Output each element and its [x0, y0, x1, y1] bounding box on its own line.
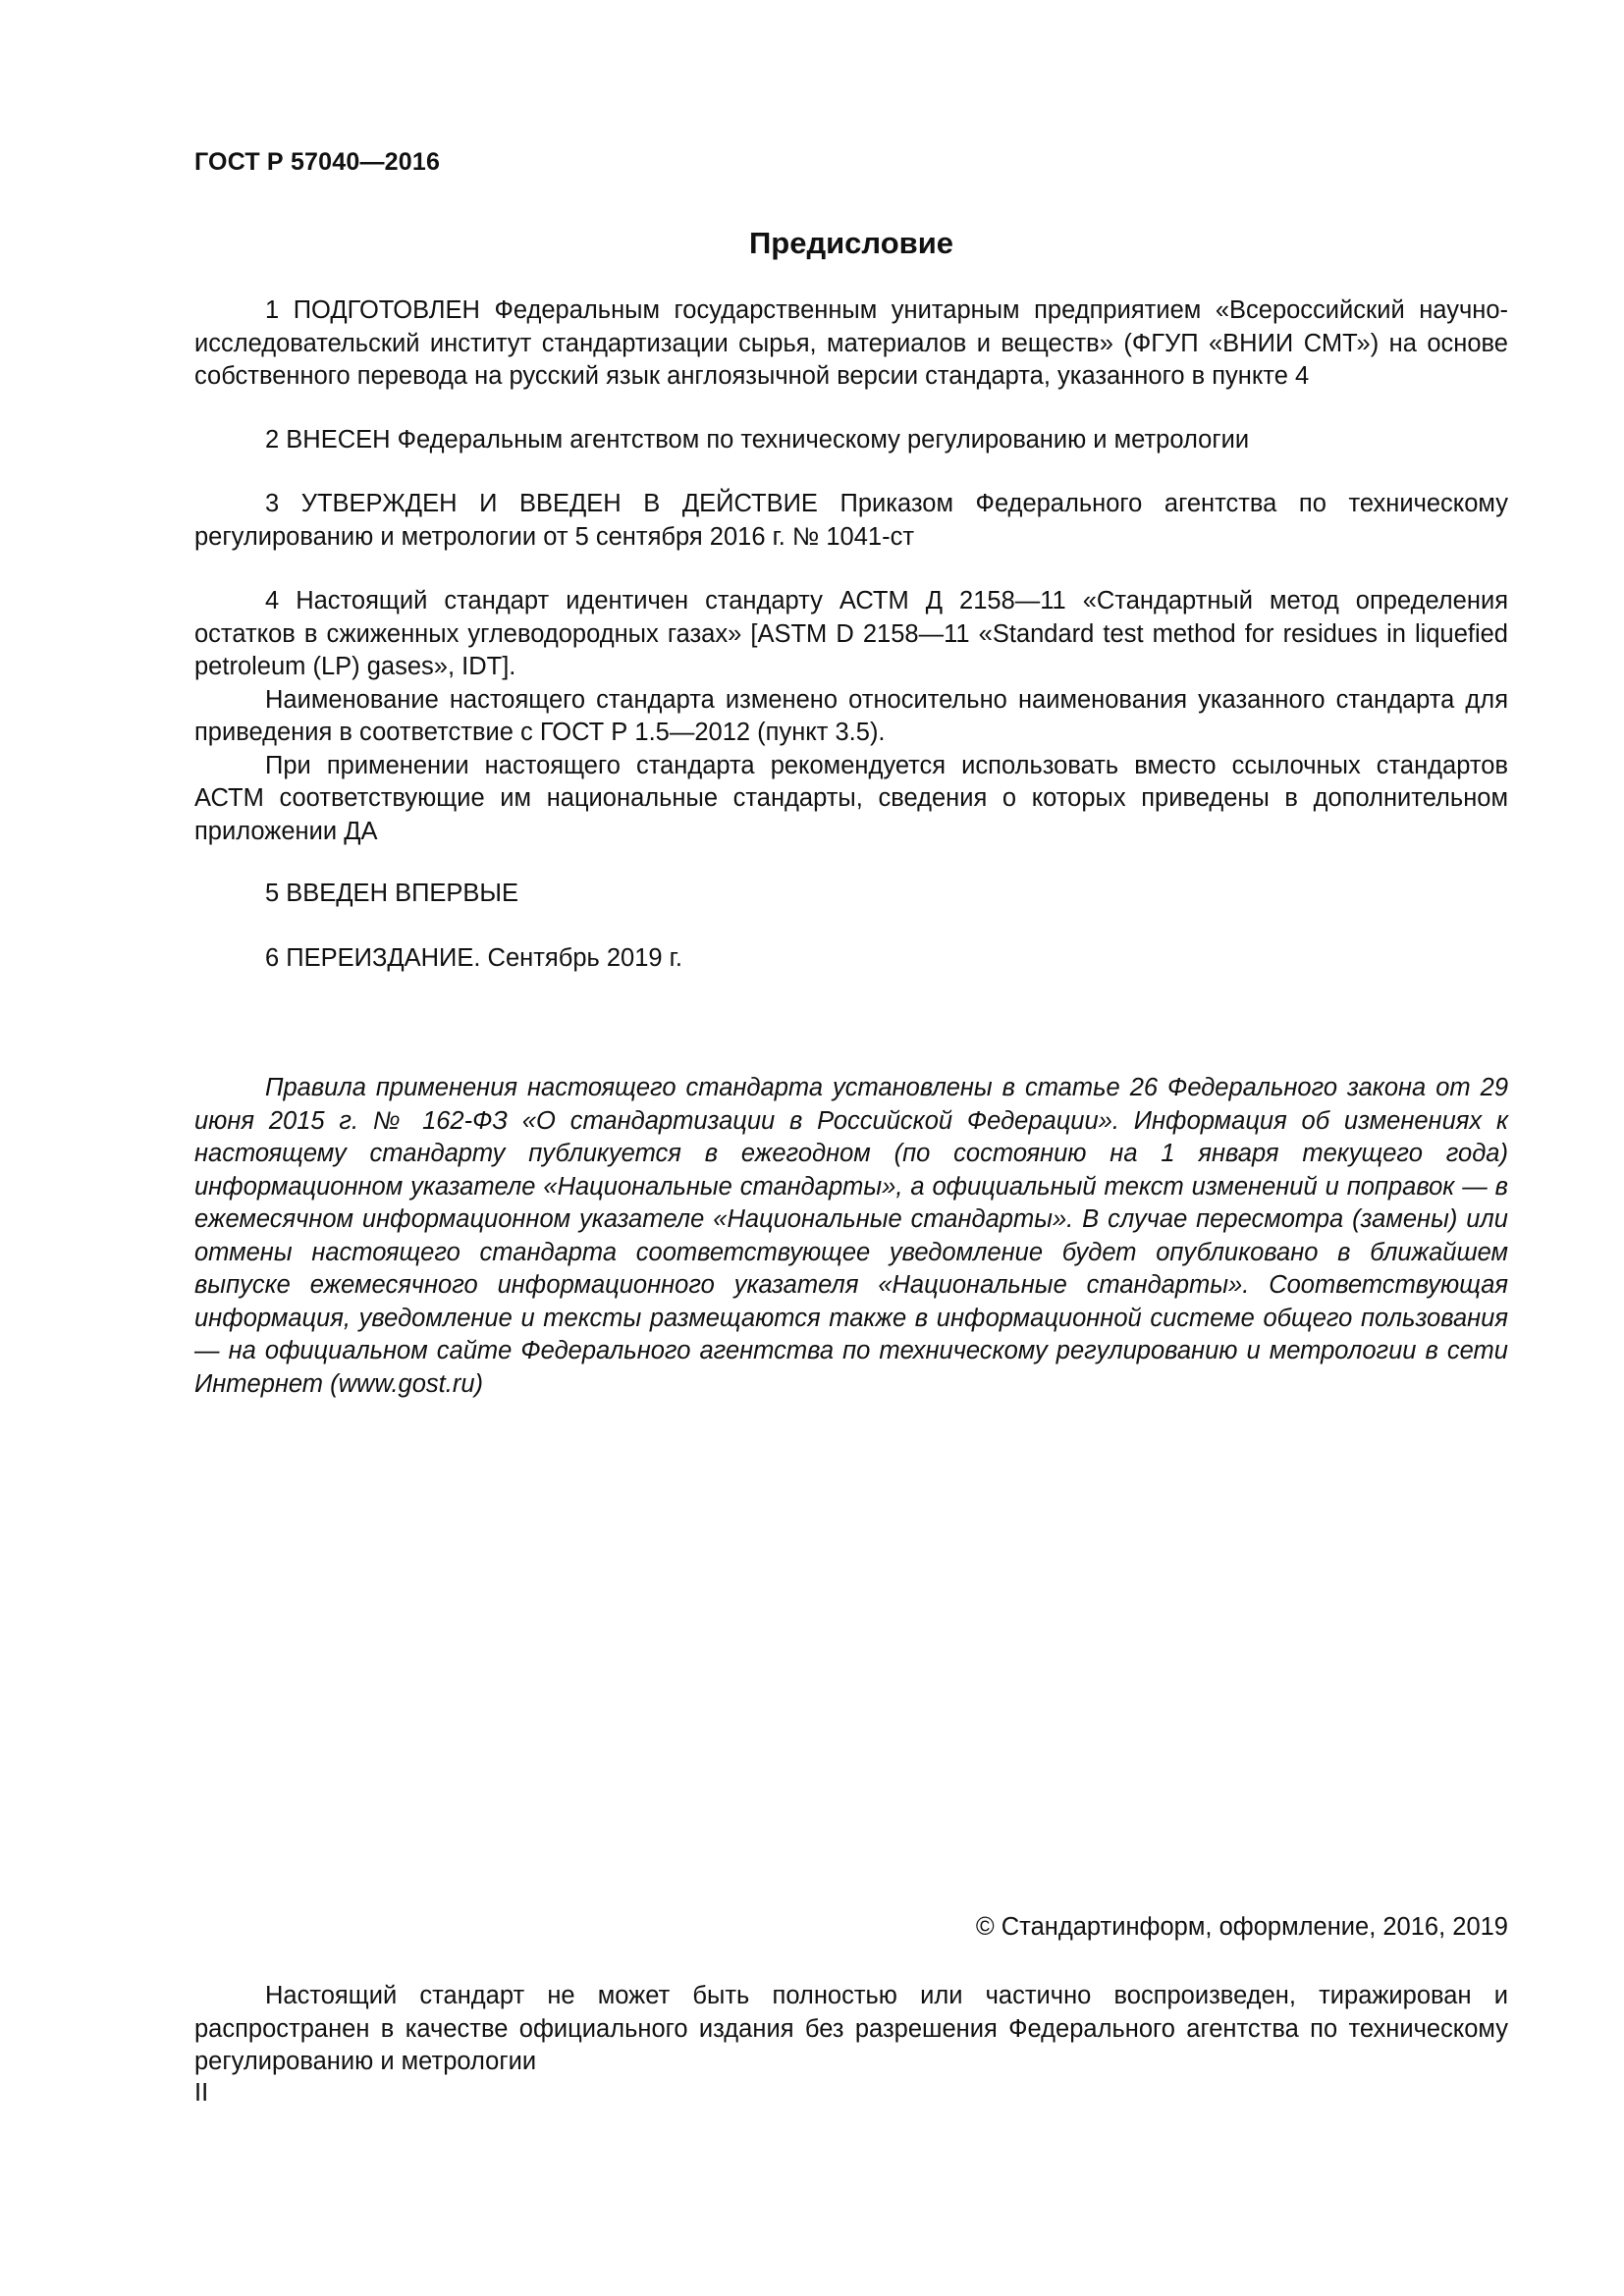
foreword-item-3-text: 3 УТВЕРЖДЕН И ВВЕДЕН В ДЕЙСТВИЕ Приказом Федерального агентства по техническому регулированию и метрологии от 5 сентября 2016 г. № 1041-ст	[194, 490, 1508, 551]
reproduction-notice	[194, 1980, 1508, 2079]
foreword-item-4-reference-note: При применении настоящего стандарта рекомендуется использовать вместо ссылочных стандартов АСТМ соответствующие им национальные стандарты, сведения о которых приведены в дополнительном приложении ДА	[194, 751, 1508, 845]
foreword-item-5-text: 5 ВВЕДЕН ВПЕРВЫЕ	[265, 880, 519, 907]
foreword-item-6	[194, 942, 1508, 976]
copyright-line: © Стандартинформ, оформление, 2016, 2019	[975, 1913, 1508, 1941]
application-rules-block	[194, 1072, 1508, 1401]
foreword-item-1-text: 1 ПОДГОТОВЛЕН Федеральным государственным унитарным предприятием «Всероссийский научно-исследовательский институт стандартизации сырья, материалов и веществ» (ФГУП «ВНИИ СМТ») на основе собственного перевода на русский язык англоязычной версии стандарта, указанного в пункте 4	[194, 296, 1508, 390]
page-number: II	[194, 2079, 209, 2107]
foreword-item-4-name-note: Наименование настоящего стандарта изменено относительно наименования указанного стандарта для приведения в соответствие с ГОСТ Р 1.5—2012 (пункт 3.5).	[194, 685, 1508, 746]
foreword-item-1	[194, 294, 1508, 394]
foreword-item-6-text: 6 ПЕРЕИЗДАНИЕ. Сентябрь 2019 г.	[265, 944, 682, 972]
document-code-header: ГОСТ Р 57040—2016	[194, 148, 441, 176]
foreword-item-3	[194, 488, 1508, 554]
application-rules-text: Правила применения настоящего стандарта установлены в статье 26 Федерального закона от 29 июня 2015 г. № 162-ФЗ «О стандартизации в Российской Федерации». Информация об изменениях к настоящему стандарту публикуется в ежегодном (по состоянию на 1 января текущего года) информационном указателе «Национальные стандарты», а официальный текст изменений и поправок — в ежемесячном информационном указателе «Национальные стандарты». В случае пересмотра (замены) или отмены настоящего стандарта соответствующее уведомление будет опубликовано в ближайшем выпуске ежемесячного информационного указателя «Национальные стандарты». Соответствующая информация, уведомление и тексты размещаются также в информационной системе общего пользования — на официальном сайте Федерального агентства по техническому регулированию и метрологии в сети Интернет (www.gost.ru)	[194, 1074, 1508, 1398]
foreword-item-4-text: 4 Настоящий стандарт идентичен стандарту АСТМ Д 2158—11 «Стандартный метод определения остатков в сжиженных углеводородных газах» [ASTM D 2158—11 «Standard test method for residues in liquefied petroleum (LP) gases», IDT].	[194, 587, 1508, 680]
section-title: Предисловие	[748, 226, 953, 260]
foreword-item-2-text: 2 ВНЕСЕН Федеральным агентством по техническому регулированию и метрологии	[265, 426, 1250, 454]
foreword-item-2	[194, 424, 1508, 457]
foreword-item-4	[194, 585, 1508, 848]
reproduction-notice-text: Настоящий стандарт не может быть полностью или частично воспроизведен, тиражирован и распространен в качестве официального издания без разрешения Федерального агентства по техническому регулированию и метрологии	[194, 1982, 1508, 2075]
foreword-item-5	[194, 878, 1508, 911]
